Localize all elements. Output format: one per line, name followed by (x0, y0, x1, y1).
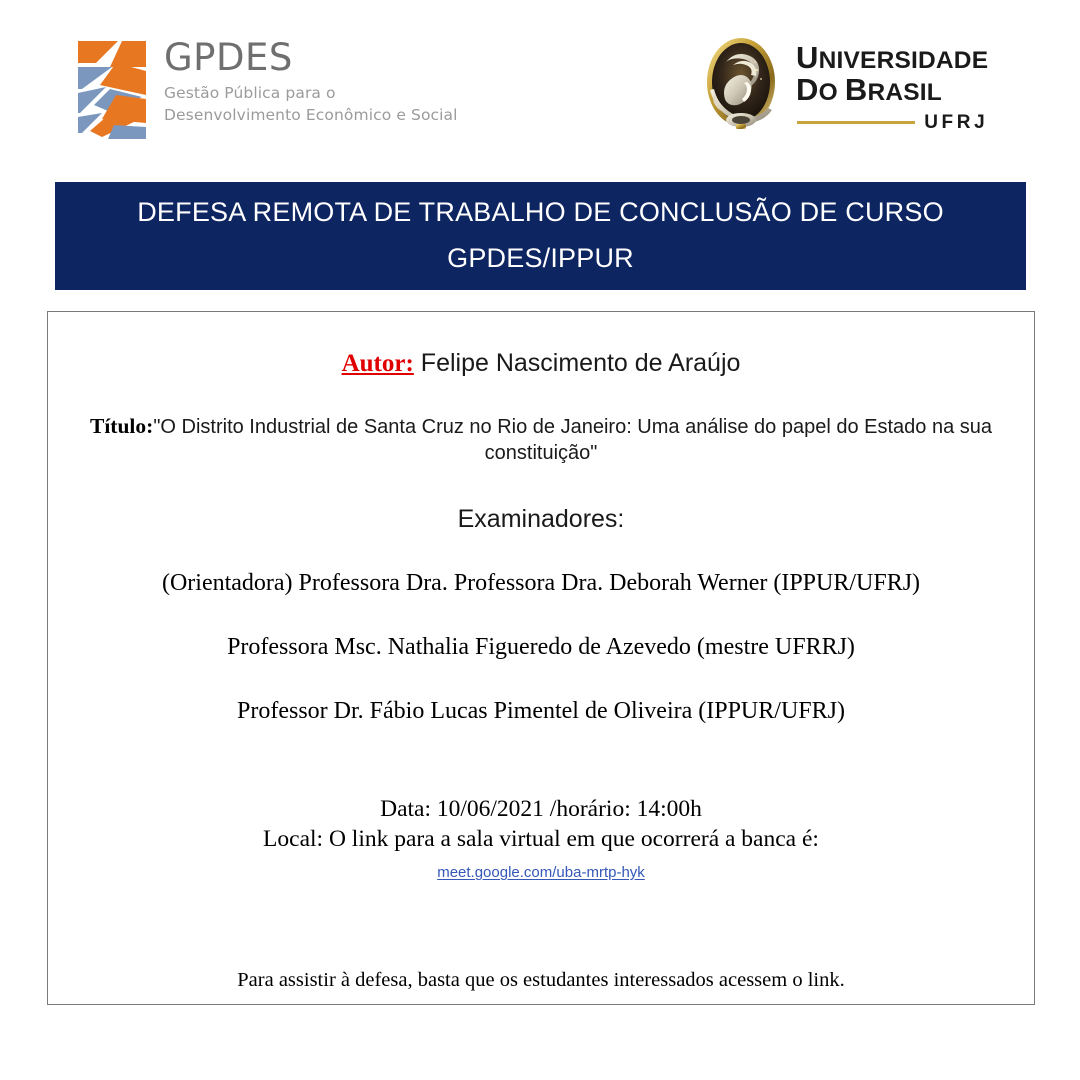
examiner-row: Professora Msc. Nathalia Figueredo de Azevedo (mestre UFRRJ) (227, 633, 855, 660)
thesis-title-label: Título: (89, 414, 154, 438)
event-location-label: Local: O link para a sala virtual em que ocorrerá a banca é: (263, 826, 819, 853)
ufrj-do-rest: O (818, 79, 838, 106)
schedule-block (60, 794, 1022, 886)
event-date-time: Data: 10/06/2021 /horário: 14:00h (380, 795, 702, 822)
ufrj-minerva-seal-icon (700, 32, 782, 140)
ufrj-line-universidade (796, 42, 988, 74)
examiners-heading: Examinadores: (457, 504, 625, 533)
ufrj-logo (700, 32, 988, 140)
ufrj-wordmark (796, 38, 988, 133)
meet-link[interactable]: meet.google.com/uba-mrtp-hyk (437, 863, 645, 881)
banner-title: DEFESA REMOTA DE TRABALHO DE CONCLUSÃO DE CURSO (137, 197, 944, 228)
ufrj-acronym: UFRJ (924, 111, 989, 133)
examiner-row: (Orientadora) Professora Dra. Professora Dra. Deborah Werner (IPPUR/UFRJ) (161, 569, 921, 596)
announcement-content-box (47, 311, 1035, 1005)
gpdes-logo-mark-icon (72, 33, 152, 145)
page-header (0, 0, 1080, 175)
gpdes-logo (72, 33, 458, 145)
thesis-title-text: "O Distrito Industrial de Santa Cruz no Rio de Janeiro: Uma análise do papel do Estado na sua constituição" (153, 416, 992, 465)
gpdes-tagline-line-1: Gestão Pública para o (164, 84, 336, 102)
thesis-title-row (60, 412, 1022, 467)
examiner-row: Professor Dr. Fábio Lucas Pimentel de Oliveira (IPPUR/UFRJ) (237, 697, 845, 724)
author-label: Autor: (341, 350, 414, 377)
gpdes-wordmark (164, 33, 458, 127)
author-row (60, 348, 1022, 379)
gpdes-tagline-line-2: Desenvolvimento Econômico e Social (164, 106, 458, 125)
banner-subtitle: GPDES/IPPUR (447, 243, 634, 273)
attendance-note: Para assistir à defesa, basta que os estudantes interessados acessem o link. (237, 969, 845, 992)
ufrj-u-initial: U (796, 40, 819, 76)
gpdes-name: GPDES (164, 36, 293, 79)
ufrj-b-initial: B (844, 72, 868, 107)
ufrj-acronym-row (796, 112, 988, 134)
author-name: Felipe Nascimento de Araújo (420, 349, 741, 377)
ufrj-d-initial: D (796, 72, 819, 107)
ufrj-universidade-rest: NIVERSIDADE (818, 47, 989, 75)
ufrj-gold-rule (797, 121, 915, 124)
ufrj-line-do-brasil (796, 74, 988, 106)
ufrj-brasil-rest: RASIL (867, 79, 942, 106)
event-banner (55, 182, 1026, 290)
